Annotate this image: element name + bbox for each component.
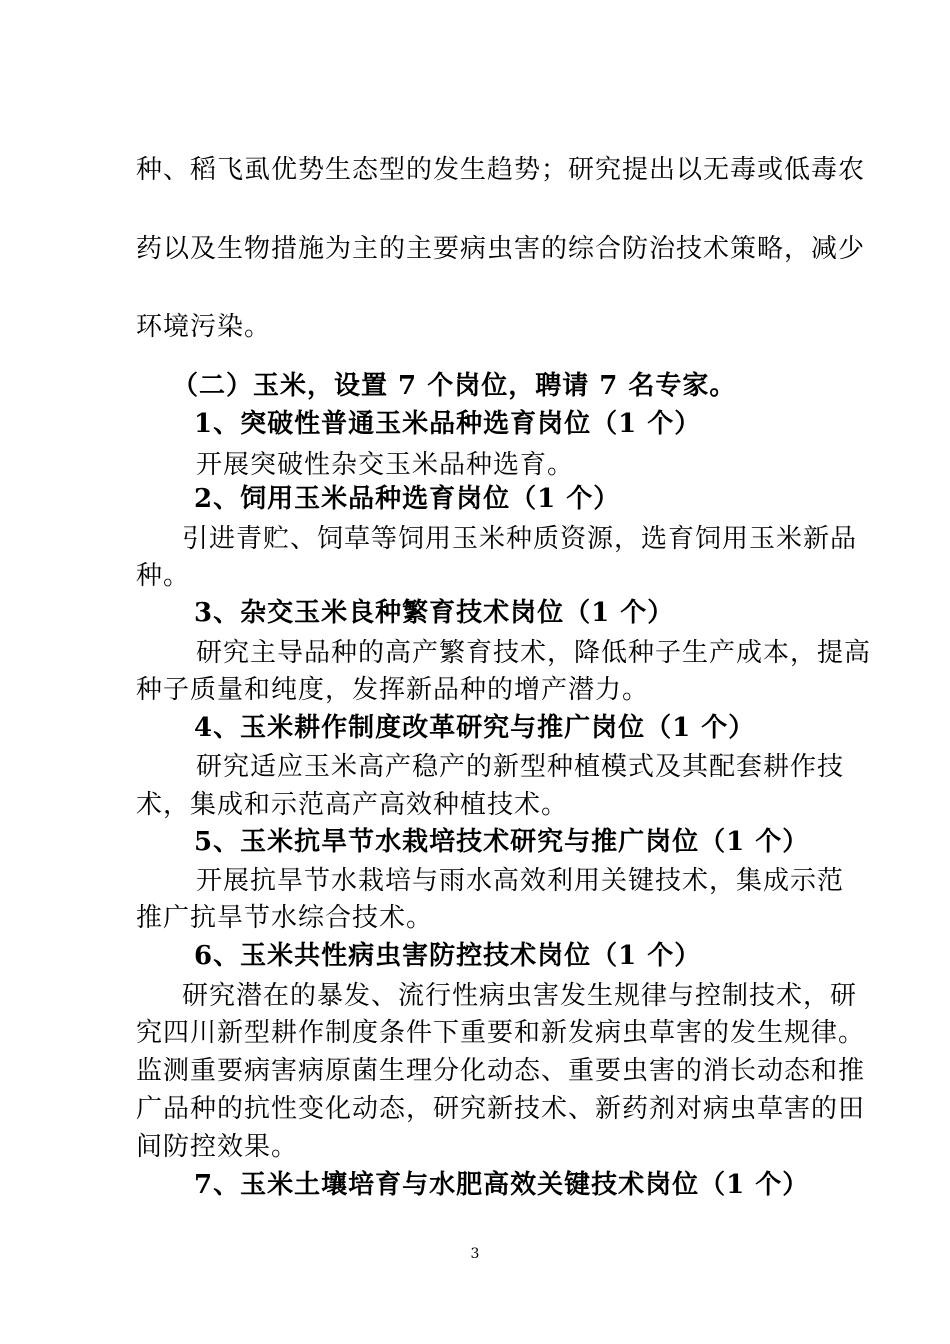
item-description: 开展抗旱节水栽培与雨水高效利用关键技术，集成示范 — [196, 866, 845, 896]
item-description: 研究适应玉米高产稳产的新型种植模式及其配套耕作技 — [196, 752, 845, 782]
item-title: 6、玉米共性病虫害防控技术岗位（1 个） — [194, 941, 702, 971]
item-description: 广品种的抗性变化动态，研究新技术、新药剂对病虫草害的田 — [136, 1094, 866, 1124]
item-description: 引进青贮、饲草等饲用玉米种质资源，选育饲用玉米新品 — [182, 524, 858, 554]
item-description: 推广抗旱节水综合技术。 — [136, 903, 434, 933]
paragraph-line: 种、稻飞虱优势生态型的发生趋势；研究提出以无毒或低毒农 — [136, 155, 866, 185]
item-title: 3、杂交玉米良种繁育技术岗位（1 个） — [194, 598, 675, 628]
item-title: 2、饲用玉米品种选育岗位（1 个） — [194, 484, 621, 514]
item-title: 4、玉米耕作制度改革研究与推广岗位（1 个） — [194, 713, 756, 743]
item-description: 间防控效果。 — [136, 1132, 299, 1162]
item-title: 5、玉米抗旱节水栽培技术研究与推广岗位（1 个） — [194, 827, 810, 857]
item-title: 1、突破性普通玉米品种选育岗位（1 个） — [194, 409, 702, 439]
paragraph-line: 环境污染。 — [136, 312, 272, 342]
item-title: 7、玉米土壤培育与水肥高效关键技术岗位（1 个） — [194, 1170, 810, 1200]
item-description: 研究潜在的暴发、流行性病虫害发生规律与控制技术，研 — [182, 981, 858, 1011]
paragraph-line: 药以及生物措施为主的主要病虫害的综合防治技术策略，减少 — [136, 234, 866, 264]
section-heading: （二）玉米，设置 7 个岗位，聘请 7 名专家。 — [172, 371, 737, 401]
page-number: 3 — [470, 1246, 480, 1262]
item-description: 究四川新型耕作制度条件下重要和新发病虫草害的发生规律。 — [136, 1018, 866, 1048]
item-description: 开展突破性杂交玉米品种选育。 — [196, 450, 575, 480]
item-description: 种。 — [136, 561, 191, 591]
item-description: 监测重要病害病原菌生理分化动态、重要虫害的消长动态和推 — [136, 1056, 866, 1086]
item-description: 种子质量和纯度，发挥新品种的增产潜力。 — [136, 675, 650, 705]
item-description: 研究主导品种的高产繁育技术，降低种子生产成本，提高 — [196, 638, 872, 668]
item-description: 术，集成和示范高产高效种植技术。 — [136, 790, 569, 820]
